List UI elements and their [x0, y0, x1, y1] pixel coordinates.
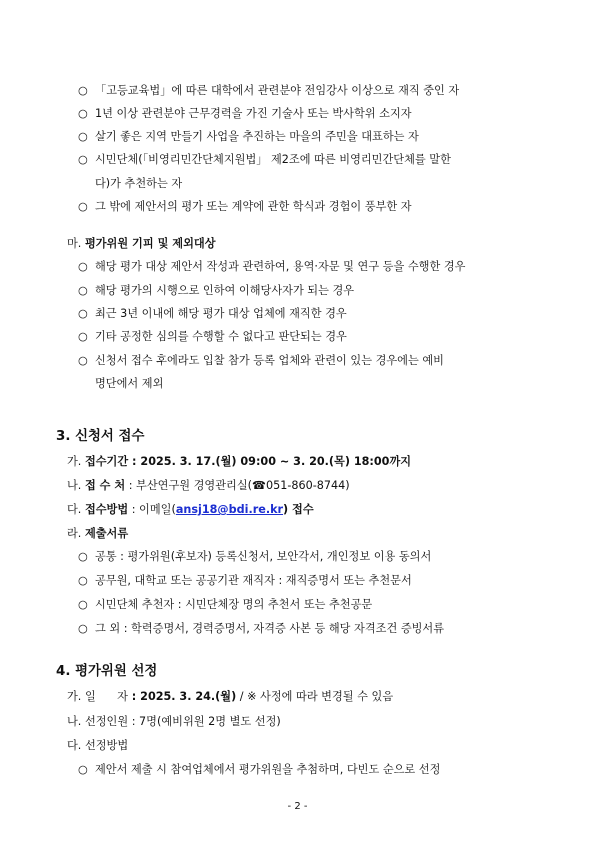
section-4-title: 4. 평가위원 선정 [56, 664, 158, 679]
sec4-na: 나. 선정인원 : 7명(예비위원 2명 별도 선정) [67, 715, 281, 728]
sec4-da: 다. 선정방법 [67, 739, 129, 752]
page-number: - 2 - [287, 801, 308, 812]
section-3-title: 3. 신청서 접수 [56, 429, 145, 444]
sec3-na: 나. 접 수 처 : 부산연구원 경영관리실(☎051-860-8744) [67, 479, 350, 492]
sec3-ga: 가. 접수기간 : 2025. 3. 17.(월) 09:00 ~ 3. 20.(목) 18:00까지 [67, 455, 412, 468]
email-link[interactable]: ansj18@bdi.re.kr [175, 503, 284, 516]
sec3-ra: 라. 제출서류 [67, 527, 129, 540]
sec3-da: 다. 접수방법 : 이메일(ansj18@bdi.re.kr) 접수 [67, 503, 314, 516]
sec4-ga: 가. 일 자 : 2025. 3. 24.(월) / ※ 사정에 따라 변경될 수 있음 [67, 690, 394, 703]
section-ma-heading: 마. 평가위원 기피 및 제외대상 [67, 237, 216, 250]
